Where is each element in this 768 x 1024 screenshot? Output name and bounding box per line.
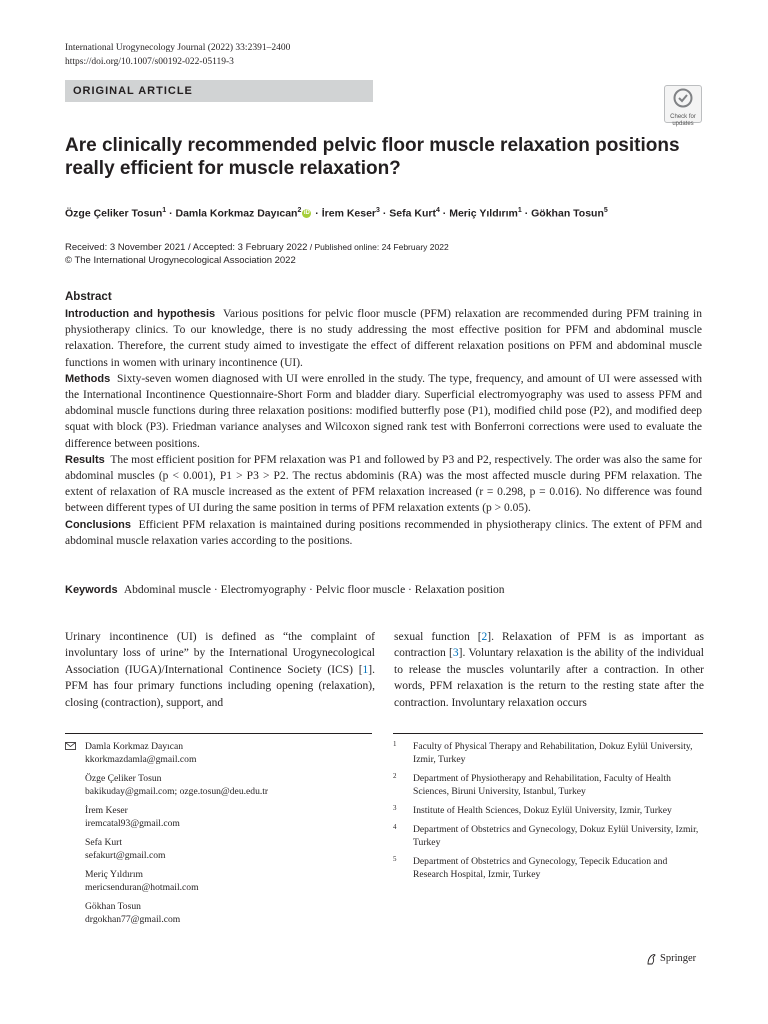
contact-email[interactable]: mericsenduran@hotmail.com [85,882,199,893]
contact-name: Damla Korkmaz Dayıcan [85,741,184,752]
author-affil-sup: 3 [376,207,380,214]
abstract-intro [65,306,702,371]
keywords-text: Abdominal muscle · Electromyography · Pelvic floor muscle · Relaxation position [123,584,505,596]
citation-link[interactable]: 3 [452,647,459,660]
body-text: ]. PFM has four primary functions including opening (relaxation), closing (contraction), support, and [65,663,375,709]
title-line-1: Are clinically recommended pelvic floor muscle relaxation positions [65,135,680,156]
abstract-conclusions [65,517,702,549]
contact-email[interactable]: sefakurt@gmail.com [85,850,166,861]
body-column-right [394,629,704,711]
contact-name: Gökhan Tosun [85,901,141,912]
affiliation-text: Department of Obstetrics and Gynecology, Dokuz Eylül University, Izmir, Turkey [413,824,699,848]
methods-text: Sixty-seven women diagnosed with UI were enrolled in the study. The type, frequency, and amount of UI were assessed with the International Incontinence Questionnaire-Short Form and bladder diary. Superficial electromyography was used to assess PFM and abdominal muscle functions during three relaxation positions: modified butterfly pose (P1), modified child pose (P2), and modified deep squat with block (P3). Friedman variance analyses and Wilcoxon signed rank test with Bonferroni corrections were used to evaluate the difference between positions. [65,372,703,450]
footnote-divider [65,733,372,734]
author-affil-sup: 4 [435,207,440,214]
contact-email[interactable]: iremcatal93@gmail.com [85,818,180,829]
contact-name: Özge Çeliker Tosun [85,773,162,784]
affiliation-entry [393,772,703,798]
publisher-logo [645,952,696,966]
affiliation-entry [393,804,703,817]
author-name[interactable]: Özge Çeliker Tosun [65,207,163,220]
affiliation-number: 3 [393,804,397,812]
contact-name: Sefa Kurt [85,837,123,848]
title-line-2: really efficient for muscle relaxation? [65,158,401,179]
body-text: Urinary incontinence (UI) is defined as “the complaint of involuntary loss of urine” by the International Urogynecological Association (IUGA)/International Continence Society (ICS) [ [65,631,375,676]
affiliation-number: 2 [393,772,397,780]
contact-entry [65,868,375,894]
published-online: / Published online: 24 February 2022 [307,242,449,252]
envelope-icon [65,742,76,750]
author-name[interactable]: Sefa Kurt [389,207,436,220]
author-name[interactable]: Damla Korkmaz Dayıcan [175,207,298,220]
body-text: ]. Voluntary relaxation is the ability of the individual to release the muscles voluntarily after a contraction. In other words, PFM relaxation is the return to the resting state after the contraction. Involuntary relaxation occurs [394,647,704,709]
check-for-updates-badge[interactable] [664,85,702,127]
journal-reference: International Urogynecology Journal (2022) 33:2391–2400 [65,43,291,53]
contact-entry [65,740,375,766]
affiliation-entry [393,740,703,766]
footnote-divider [393,733,703,734]
keywords-heading: Keywords [65,584,118,596]
contact-email[interactable]: kkorkmazdamla@gmail.com [85,754,197,765]
results-heading: Results [65,453,105,466]
doi-link[interactable]: https://doi.org/10.1007/s00192-022-05119-3 [65,57,234,67]
conclusions-text: Efficient PFM relaxation is maintained during positions recommended in physiotherapy clinics. The extent of PFM and abdominal muscle relaxation varies according to the positions. [65,518,702,547]
intro-text: Various positions for pelvic floor muscle (PFM) relaxation are recommended during PFM training in physiotherapy clinics. To our knowledge, there is no study addressing the most effective position for PFM and abdominal muscle relaxation. Therefore, the current study aimed to investigate the effect of different relaxation positions on PFM and abdominal muscle functions in women with urinary incontinence (UI). [65,308,702,369]
results-text: The most efficient position for PFM relaxation was P1 and followed by P3 and P2, respectively. The order was also the same for abdominal muscles (p < 0.001), P1 > P3 > P2. The rectus abdominis (RA) was the most affected muscle during PFM relaxation. The extent of relaxation of RA muscle increased as the extent of PFM relaxation increased (r = 0.298, p = 0.016). No difference was found between different types of UI during the same position in terms of PFM relaxation extents (p > 0.05). [65,453,702,515]
contact-name: İrem Keser [85,805,128,816]
citation-link[interactable]: 1 [362,663,369,676]
affiliation-text: Faculty of Physical Therapy and Rehabilitation, Dokuz Eylül University, Izmir, Turkey [413,741,693,765]
affiliation-entry [393,823,703,849]
springer-horse-icon [645,953,657,965]
contact-entry [65,804,375,830]
affiliation-text: Department of Obstetrics and Gynecology, Tepecik Education and Research Hospital, Izmir, Turkey [413,856,668,880]
affiliation-number: 4 [393,823,397,831]
affiliation-text: Department of Physiotherapy and Rehabilitation, Faculty of Health Sciences, Biruni University, Istanbul, Turkey [413,773,671,797]
author-name[interactable]: Gökhan Tosun [531,207,604,220]
contact-entry [65,900,375,926]
conclusions-heading: Conclusions [65,518,132,531]
affiliation-text: Institute of Health Sciences, Dokuz Eylül University, Izmir, Turkey [413,805,672,816]
orcid-icon[interactable]: iD [303,210,310,217]
article-type-banner: ORIGINAL ARTICLE [65,80,373,102]
keywords-line [65,582,505,598]
abstract-results [65,452,702,517]
affiliation-number: 1 [393,740,397,748]
check-updates-icon [673,88,693,108]
author-name[interactable]: İrem Keser [321,207,377,220]
body-column-left [65,629,375,711]
abstract-body [65,306,702,549]
contact-email[interactable]: bakikuday@gmail.com; ozge.tosun@deu.edu.tr [85,786,269,797]
author-affil-sup: 1 [162,207,167,214]
copyright-line: © The International Urogynecological Association 2022 [65,255,296,266]
check-updates-label: Check for updates [670,114,696,127]
body-text: sexual function [ [394,631,482,643]
author-affil-sup: 5 [603,207,608,214]
publication-dates [65,241,449,267]
author-affil-sup: 2 [297,207,302,214]
methods-heading: Methods [65,372,111,385]
contact-email[interactable]: drgokhan77@gmail.com [85,914,181,925]
body-text: ]. Relaxation of PFM is as important as contraction [ [394,631,704,660]
publisher-name: Springer [660,953,697,964]
affiliation-number: 5 [393,855,397,863]
affiliation-entry [393,855,703,881]
article-title [65,134,705,180]
abstract-heading: Abstract [65,291,112,303]
contact-name: Meriç Yıldırım [85,869,143,880]
contact-entry [65,836,375,862]
author-contacts [65,740,375,932]
author-name[interactable]: Meriç Yıldırım [449,207,518,220]
citation-link[interactable]: 2 [481,631,488,643]
author-affil-sup: 1 [517,207,522,214]
received-accepted: Received: 3 November 2021 / Accepted: 3 February 2022 [65,242,308,253]
abstract-methods [65,371,702,452]
affiliations [393,740,703,887]
intro-heading: Introduction and hypothesis [65,308,216,320]
contact-entry [65,772,375,798]
author-list: Özge Çeliker Tosun$^1$ · Damla Korkmaz Dayıcan$^2$ iD · İrem Keser$^3$ · Sefa Kurt$^4$ · Meriç Yıldırım$^1$ · Gökhan Tosun$^5$ [65,207,608,220]
